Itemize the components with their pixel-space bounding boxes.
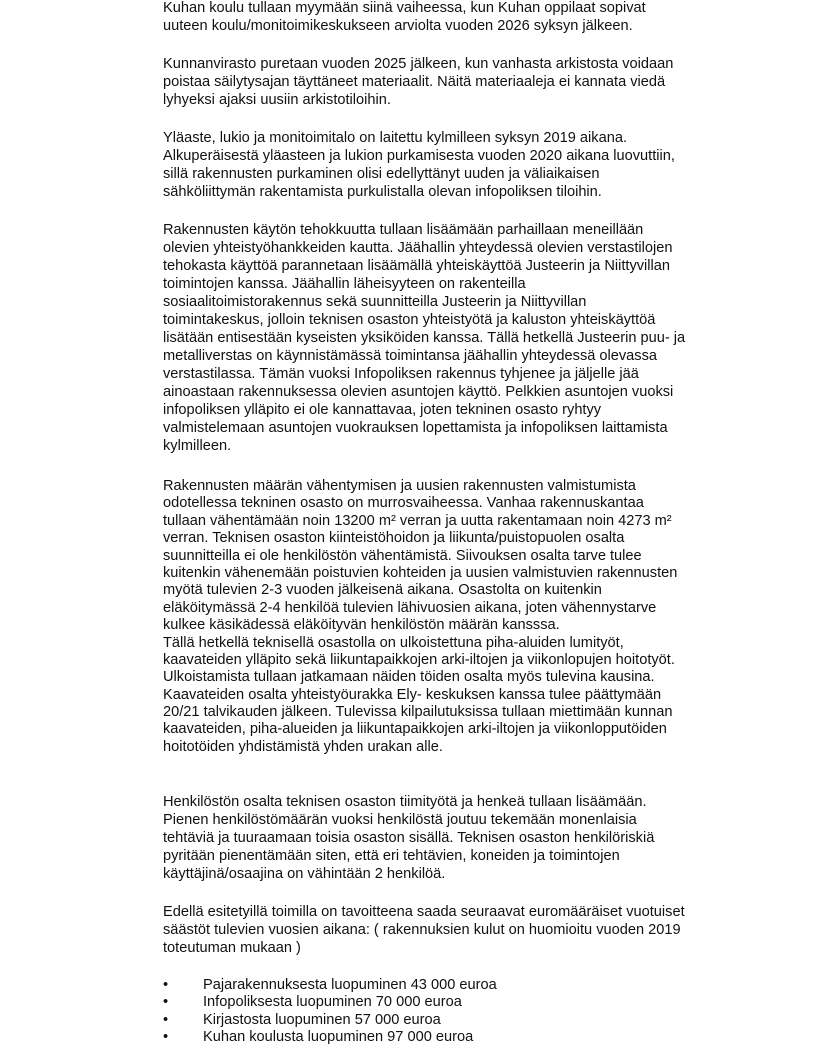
text-line: käyttäjinä/osaajina on vähintään 2 henkilöä. (163, 866, 446, 882)
text-line: Pienen henkilöstömäärän vuoksi henkilöstä joutuu tekemään monenlaisia (163, 812, 637, 828)
text-line: ainoastaan rakennuksessa olevien asuntojen käyttö. Pelkkien asuntojen vuoksi (163, 384, 674, 400)
text-line: Henkilöstön osalta teknisen osaston tiimityötä ja henkeä tullaan lisäämään. (163, 794, 647, 810)
text-line: kulkee käsikädessä eläköityvän henkilöstön määrän kansssa. (163, 617, 560, 634)
building-efficiency-paragraph (163, 221, 763, 455)
text-line: verran. Teknisen osaston kiinteistöhoidon ja liikunta/puistopuolen osalta (163, 530, 625, 547)
text-line: Yläaste, lukio ja monitoimitalo on laitettu kylmilleen syksyn 2019 aikana. (163, 130, 627, 146)
text-line: toimintakeskus, jolloin teknisen osaston yhteistyötä ja kaluston yhteiskäyttöä (163, 312, 656, 328)
text-line: kaavateiden, piha-alueiden ja liikuntapaikkojen arki-iltojen ja viikonlopputöiden (163, 721, 667, 738)
text-line: Ulkoistamista tullaan jatkamaan näiden töiden osalta myös tulevina kausina. (163, 669, 655, 686)
bullet-icon: • (163, 994, 169, 1011)
text-line: eläköitymässä 2-4 henkilöä tulevien lähivuosien aikana, joten vähennystarve (163, 599, 657, 616)
school-sale-paragraph (163, 0, 763, 35)
text-line: Rakennusten käytön tehokkuutta tullaan lisäämään parhaillaan meneillään (163, 222, 644, 238)
text-line: lyhyeksi ajaksi uusiin arkistotiloihin. (163, 92, 391, 108)
text-line: olevien yhteistyöhankkeiden kautta. Jäähallin yhteydessä olevien verstastilojen (163, 240, 673, 256)
text-line: pyritään pienentämään siten, että eri tehtävien, koneiden ja toimintojen (163, 848, 620, 864)
list-item-text: Infopoliksesta luopuminen 70 000 euroa (203, 994, 462, 1011)
school-closure-paragraph (163, 129, 763, 201)
text-line: Tällä hetkellä teknisellä osastolla on ulkoistettuna piha-aluiden lumityöt, (163, 634, 624, 651)
list-item-text: Kirjastosta luopuminen 57 000 euroa (203, 1011, 441, 1028)
town-hall-paragraph (163, 55, 763, 109)
text-line: poistaa säilytysajan täyttäneet materiaalit. Näitä materiaaleja ei kannata viedä (163, 74, 666, 90)
list-item (163, 994, 763, 1011)
text-line: valmistelemaan asuntojen vuokrauksen lopettamista ja infopoliksen laittamista (163, 420, 668, 436)
text-line: kaavateiden ylläpito sekä liikuntapaikkojen arki-iltojen ja viikonlopujen hoitotyöt. (163, 651, 675, 668)
text-line: verstastilassa. Tämän vuoksi Infopoliksen rakennus tyhjenee ja jäljelle jää (163, 366, 639, 382)
text-line: Kaavateiden osalta yhteistyöurakka Ely- keskuksen kanssa tulee päättymään (163, 686, 662, 703)
text-line: myötä tulevien 2-3 vuoden jälkeisenä aikana. Osastolta on kuitenkin (163, 582, 602, 599)
text-line: metalliverstas on käynnistämässä toimintansa jäähallin yhteydessä olevassa (163, 348, 658, 364)
bullet-icon: • (163, 977, 169, 993)
list-item-text: Pajarakennuksesta luopuminen 43 000 euroa (203, 977, 497, 993)
text-line: uuteen koulu/monitoimikeskukseen arviolta vuoden 2026 syksyn jälkeen. (163, 18, 633, 34)
text-line: Kunnanvirasto puretaan vuoden 2025 jälkeen, kun vanhasta arkistosta voidaan (163, 56, 674, 72)
savings-list (163, 977, 763, 1047)
text-line: Alkuperäisestä yläasteen ja lukion purkamisesta vuoden 2020 aikana luovuttiin, (163, 148, 675, 164)
list-item (163, 1029, 763, 1046)
text-line: hoitotöiden yhdistämistä yhden urakan alle. (163, 738, 443, 755)
text-line: odotellessa tekninen osasto on murrosvaiheessa. Vanhaa rakennuskantaa (163, 495, 644, 512)
text-line: suunnitteilla ei ole henkilöstön vähentämistä. Siivouksen osalta tarve tulee (163, 547, 642, 564)
text-line: tullaan vähentämään noin 13200 m² verran ja uutta rakentamaan noin 4273 m² (163, 512, 672, 529)
list-item (163, 977, 763, 994)
text-line: sosiaalitoimistorakennus sekä suunnitteilla Justeerin ja Niittyvillan (163, 294, 587, 310)
bullet-icon: • (163, 1029, 169, 1046)
text-line: Edellä esitetyillä toimilla on tavoitteena saada seuraavat euromääräiset vuotuiset (163, 904, 685, 920)
list-item (163, 1012, 763, 1029)
savings-intro-paragraph (163, 903, 763, 957)
text-line: 20/21 talvikauden jälkeen. Tulevissa kilpailutuksissa tullaan miettimään kunnan (163, 704, 673, 721)
text-line: toimintojen kanssa. Jäähallin läheisyyteen on rakenteilla (163, 276, 526, 292)
text-line: tehokasta käyttöä parannetaan lisäämällä yhteiskäyttöä Justeerin ja Niittyvillan (163, 258, 671, 274)
text-line: toteutuman mukaan ) (163, 940, 301, 956)
list-item-text: Kuhan koulusta luopuminen 97 000 euroa (203, 1029, 474, 1046)
staff-transition-paragraph (163, 478, 763, 756)
text-line: tehtäviä ja tuuraamaan toisia osaston sisällä. Teknisen osaston henkilöriskiä (163, 830, 655, 846)
text-line: sähköliittymän rakentamista purkulistalla olevan infopoliksen tiloihin. (163, 184, 602, 200)
bullet-icon: • (163, 1011, 169, 1028)
teamwork-paragraph (163, 793, 763, 883)
text-line: sillä rakennusten purkaminen olisi edellyttänyt uuden ja väliaikaisen (163, 166, 600, 182)
text-line: lisätään entisestään kyseisten yksiköiden kanssa. Tällä hetkellä Justeerin puu- ja (163, 330, 686, 346)
text-line: Rakennusten määrän vähentymisen ja uusien rakennusten valmistumista (163, 478, 636, 494)
text-line: kylmilleen. (163, 438, 232, 454)
text-line: kuitenkin vähenemään poistuvien kohteiden ja uusien valmistuvien rakennusten (163, 564, 678, 581)
text-line: Kuhan koulu tullaan myymään siinä vaiheessa, kun Kuhan oppilaat sopivat (163, 0, 646, 16)
text-line: infopoliksen ylläpito ei ole kannattavaa, joten tekninen osasto ryhtyy (163, 402, 602, 418)
text-line: säästöt tulevien vuosien aikana: ( rakennuksien kulut on huomioitu vuoden 2019 (163, 922, 681, 938)
